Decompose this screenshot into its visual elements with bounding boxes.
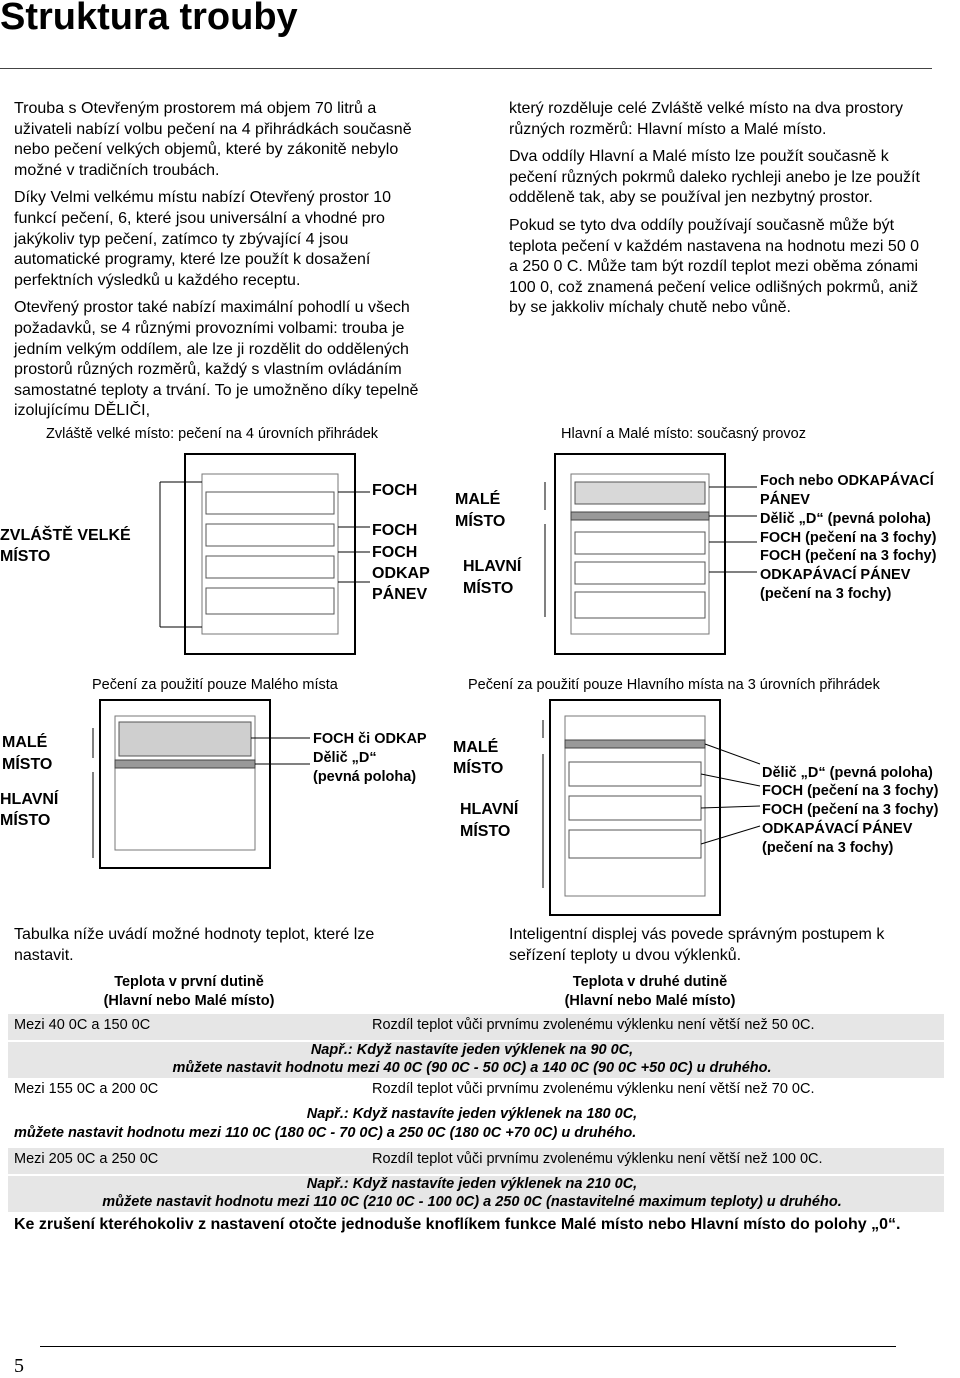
diagram-label: FOCH bbox=[372, 522, 418, 539]
table-cell: Rozdíl teplot vůči prvnímu zvolenému výklenku není větší než 70 0C. bbox=[372, 1081, 815, 1097]
diagram-label: FOCH či ODKAP bbox=[313, 731, 427, 747]
diagram-caption: Pečení za použití pouze Malého místa bbox=[92, 677, 338, 693]
table-note: můžete nastavit hodnotu mezi 40 0C (90 0C - 50 0C) a 140 0C (90 0C +50 0C) u druhého. bbox=[172, 1060, 772, 1076]
diagram-label: (pevná poloha) bbox=[313, 769, 417, 785]
diagram-label: FOCH (pečení na 3 fochy) bbox=[760, 548, 937, 564]
diagram-label: ZVLÁŠTĚ VELKÉ bbox=[0, 527, 131, 544]
table-intro-right: Inteligentní displej vás povede správným postupem k seřízení teploty u dvou výklenků. bbox=[509, 926, 885, 964]
diagram-label: MALÉ bbox=[453, 739, 499, 756]
paragraph: Pokud se tyto dva oddíly používají současně může být teplota pečení v každém nastavena na hodnotu mezi 50 0 a 250 0 C. Může tam být rozdíl teplot mezi oběma zónami 100 0, což znamená pečení velice odlišných pokrmů, aniž by se jakkoliv míchaly chutě nebo vůně. bbox=[509, 216, 920, 317]
table-note: Např.: Když nastavíte jeden výklenek na 90 0C, bbox=[310, 1042, 634, 1058]
table-cell: Rozdíl teplot vůči prvnímu zvolenému výklenku není větší než 100 0C. bbox=[372, 1151, 823, 1167]
diagram-label: ODKAPÁVACÍ PÁNEV bbox=[760, 567, 911, 583]
diagram-label: FOCH (pečení na 3 fochy) bbox=[762, 783, 939, 799]
diagram-label: FOCH (pečení na 3 fochy) bbox=[760, 530, 937, 546]
oven-diagram-3 bbox=[85, 698, 315, 873]
table-intro-left: Tabulka níže uvádí možné hodnoty teplot, které lze nastavit. bbox=[14, 926, 375, 964]
diagram-label: MÍSTO bbox=[0, 548, 51, 565]
diagram-label: MALÉ bbox=[2, 734, 48, 751]
page-title: Struktura trouby bbox=[0, 0, 298, 38]
table-note: můžete nastavit hodnotu mezi 110 0C (180 0C - 70 0C) a 250 0C (180 0C +70 0C) u druhého. bbox=[14, 1125, 637, 1141]
paragraph: Otevřený prostor také nabízí maximální pohodlí u všech požadavků, se 4 různými provozními volbami: trouba je jedním velkým oddílem, ale lze ji rozdělit do oddělených prostorů různých rozměrů, každý s vlastním ovládáním samostatné teploty a trvání. To je umožněno díky tepelně izolujícímu DĚLIČI, bbox=[14, 299, 419, 420]
paragraph: Trouba s Otevřeným prostorem má objem 70 litrů a uživateli nabízí volbu pečení na 4 přihrádkách současně nebo pečení velkých objemů, které by zákonitě nebylo možné v tradičních troubách. bbox=[14, 100, 412, 179]
diagram-label: (pečení na 3 fochy) bbox=[762, 840, 894, 856]
diagram-label: Dělič „D“ (pevná poloha) bbox=[762, 765, 933, 781]
diagram-label: (pečení na 3 fochy) bbox=[760, 586, 892, 602]
diagram-label: MÍSTO bbox=[2, 756, 53, 773]
diagram-label: MÍSTO bbox=[0, 812, 51, 829]
diagram-label: MÍSTO bbox=[455, 513, 506, 530]
diagram-caption: Hlavní a Malé místo: současný provoz bbox=[561, 426, 806, 442]
footer-rule bbox=[40, 1346, 896, 1347]
table-cell: Mezi 155 0C a 200 0C bbox=[14, 1081, 159, 1097]
diagram-label: ODKAP bbox=[372, 565, 430, 582]
diagram-label: HLAVNÍ bbox=[0, 791, 59, 808]
diagram-label: MÍSTO bbox=[463, 580, 514, 597]
diagram-label: Dělič „D“ bbox=[313, 750, 377, 766]
diagram-label: MÍSTO bbox=[453, 760, 504, 777]
table-cell: Mezi 40 0C a 150 0C bbox=[14, 1017, 151, 1033]
paragraph: který rozděluje celé Zvláště velké místo na dva prostory různých rozměrů: Hlavní místo a Malé místo. bbox=[509, 100, 903, 138]
diagram-label: Dělič „D“ (pevná poloha) bbox=[760, 511, 931, 527]
table-note: Např.: Když nastavíte jeden výklenek na 210 0C, bbox=[306, 1176, 638, 1192]
paragraph: Dva oddíly Hlavní a Malé místo lze použít současně k pečení různých pokrmů daleko rychleji anebo je lze použít odděleně tak, aby se používal jen nezbytný prostor. bbox=[509, 148, 920, 207]
right-text-column bbox=[509, 99, 929, 326]
oven-diagram-4 bbox=[535, 698, 765, 918]
oven-diagram-1 bbox=[150, 452, 390, 662]
diagram-label: ODKAPÁVACÍ PÁNEV bbox=[762, 821, 913, 837]
diagram-label: Foch nebo ODKAPÁVACÍ bbox=[760, 473, 934, 489]
table-header-right: Teplota v druhé dutině (Hlavní nebo Malé místo) bbox=[564, 974, 736, 1009]
diagram-label: HLAVNÍ bbox=[463, 558, 522, 575]
footer-note: Ke zrušení kteréhokoliv z nastavení otočte jednoduše knoflíkem funkce Malé místo nebo Hlavní místo do polohy „0“. bbox=[14, 1216, 901, 1233]
diagram-label: PÁNEV bbox=[372, 586, 428, 603]
page-number: 5 bbox=[14, 1355, 24, 1377]
table-cell: Mezi 205 0C a 250 0C bbox=[14, 1151, 159, 1167]
table-note: Např.: Když nastavíte jeden výklenek na 180 0C, bbox=[306, 1106, 638, 1122]
title-rule bbox=[0, 68, 932, 69]
table-cell: Rozdíl teplot vůči prvnímu zvolenému výklenku není větší než 50 0C. bbox=[372, 1017, 815, 1033]
paragraph: Díky Velmi velkému místu nabízí Otevřený prostor 10 funkcí pečení, 6, které jsou universální a vhodné pro jakýkoliv typ pečení, zatímco ty zbývající 4 jsou automatické programy, které lze použít k dosažení perfektních výsledků u každého receptu. bbox=[14, 189, 392, 289]
left-text-column bbox=[14, 99, 434, 429]
diagram-label: HLAVNÍ bbox=[460, 801, 519, 818]
diagram-label: FOCH bbox=[372, 544, 418, 561]
table-note: můžete nastavit hodnotu mezi 110 0C (210 0C - 100 0C) a 250 0C (nastavitelné maximum teploty) u druhého. bbox=[102, 1194, 842, 1210]
diagram-label: FOCH bbox=[372, 482, 418, 499]
diagram-caption: Pečení za použití pouze Hlavního místa na 3 úrovních přihrádek bbox=[468, 677, 880, 693]
table-header-left: Teplota v první dutině (Hlavní nebo Malé místo) bbox=[103, 974, 275, 1009]
diagram-label: FOCH (pečení na 3 fochy) bbox=[762, 802, 939, 818]
diagram-caption: Zvláště velké místo: pečení na 4 úrovních přihrádek bbox=[46, 426, 379, 442]
diagram-label: PÁNEV bbox=[760, 492, 810, 508]
oven-diagram-2 bbox=[535, 452, 760, 662]
diagram-label: MALÉ bbox=[455, 491, 501, 508]
diagram-label: MÍSTO bbox=[460, 823, 511, 840]
